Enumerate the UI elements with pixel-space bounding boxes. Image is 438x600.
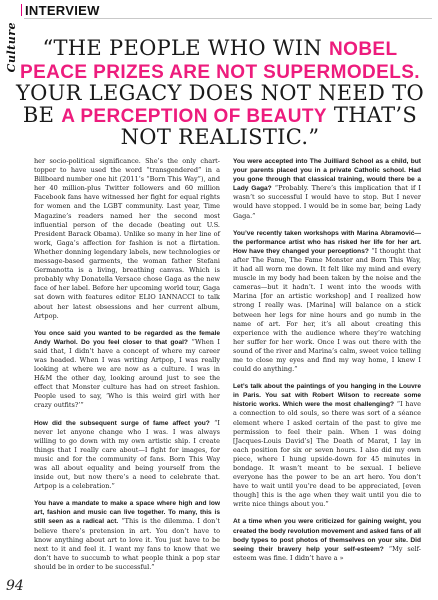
interview-question: You were accepted into The Juilliard School as a child, but your parents placed you in a private Catholic school. Had you gone through that classical training, would there be a Lady Gaga? bbox=[233, 158, 421, 193]
pull-quote-highlight: A PERCEPTION OF BEAUTY bbox=[61, 105, 327, 127]
section-label: Culture bbox=[5, 22, 18, 73]
interview-answer: “I have a connection to old souls, so there was sort of a séance element where I asked certain of the past to give me permission to feel their pain. When I was doing [Jacques-Louis David’s] The Death of Marat, I lay in each position for six or seven hours. I also did my own piece, where I hung upside-down for 45 minutes in bondage. It wasn’t meant to be sexual. I believe everyone has the power to be an art hero. You don’t have to wait until you’re dead to be appreciated, [even though] this is the age when they wait until you die to write nice things about you.” bbox=[233, 400, 421, 509]
paragraph bbox=[34, 419, 220, 492]
paragraph bbox=[233, 229, 421, 375]
paragraph bbox=[34, 329, 220, 411]
section-title: INTERVIEW bbox=[25, 3, 100, 18]
header-rule bbox=[24, 18, 432, 19]
interview-question: You’ve recently taken workshops with Marina Abramović—the performance artist who has risked her life for her art. How have they changed your perceptions? bbox=[233, 229, 421, 255]
pull-quote-text: YOUR LEGACY DOES NOT NEED TO BE bbox=[16, 81, 424, 127]
paragraph bbox=[233, 157, 421, 221]
pull-quote-highlight: NOBEL PEACE PRIZES ARE NOT SUPERMODELS. bbox=[20, 39, 420, 83]
pull-quote-text: “THE PEOPLE WHO WIN bbox=[42, 36, 330, 60]
interview-question: At a time when you were criticized for gaining weight, you created the body revolution movement and asked fans of all body types to post photos of themselves on your site. Did seeing their bravery help your self-esteem? bbox=[233, 518, 421, 553]
interview-answer: “I thought that after The Fame, The Fame Monster and Born This Way, it had all worn me down. It felt like my mind and every muscle in my body had been taken by the noise and the cameras—but it hadn’t. I went into the woods with Marina [for an artistic workshop] and I realized how strong I really was. [Marina] will balance on a stick between her legs for nine hours and go numb in the name of art. For her, it’s all about creating this experience with the audience where they’re watching her suffer for her work. Once I was out there with the sound of the river and Marina’s calm, sweet voice telling me to close my eyes and find my way home, I knew I could do anything.” bbox=[233, 246, 421, 374]
interview-answer: “I never let anyone change who I was. I was always willing to go down with my own artistic ship. I create things that I really care about—I fight for images, for music and for the community of fans. Born This Way was all about equality and being yourself from the inside out, but now there’s a need to celebrate that. Artpop is a celebration.” bbox=[34, 418, 220, 491]
paragraph bbox=[233, 382, 421, 509]
interview-question: How did the subsequent surge of fame affect you? bbox=[34, 419, 210, 427]
paragraph bbox=[233, 517, 421, 562]
pull-quote bbox=[10, 38, 430, 149]
interview-question: You once said you wanted to be regarded as the female Andy Warhol. Do you feel closer to that goal? bbox=[34, 329, 220, 346]
pull-quote-text: THAT’S NOT REALISTIC.” bbox=[120, 102, 418, 149]
paragraph bbox=[34, 499, 220, 572]
paragraph bbox=[34, 157, 220, 321]
article-column-left bbox=[34, 157, 220, 580]
interview-question: Let’s talk about the paintings of you hanging in the Louvre in Paris. You sat with Robert Wilson to recreate some historic works. Which were the most challenging? bbox=[233, 383, 421, 409]
interview-answer: “When I said that, I didn’t have a concept of where my career was headed. When I was writing Artpop, I was really looking at where we are now as a culture. I was in H&M the other day, looking around just to see the effect that Monster culture has had on street fashion. People used to say, ‘Who is this weird girl with her crazy outfits?’” bbox=[34, 337, 220, 410]
page-number: 94 bbox=[6, 578, 24, 594]
interview-question: You have a mandate to make a space where high and low art, fashion and music can live together. To many, this is still seen as a radical act. bbox=[34, 500, 220, 526]
header-divider bbox=[21, 4, 22, 16]
interview-answer: “My self-esteem was fine. I didn’t have a » bbox=[233, 544, 421, 562]
interview-answer: “Probably. There’s this implication that if I wasn’t so successful I would have to stop. But I never would have stopped. I would be in some bar, being Lady Gaga.” bbox=[233, 184, 421, 220]
article-column-right bbox=[233, 157, 421, 571]
interview-answer: “This is the dilemma. I don’t believe there’s pretension in art. You don’t have to know anything about art to love it. You just have to be next to it and feel it. I want my fans to know that we don’t have to succumb to what people think a pop star should be in order to be successful.” bbox=[34, 517, 220, 571]
interview-answer: her socio-political significance. She’s the only chart-topper to have used the word “transgendered” in a Billboard number one hit (2011’s “Born This Way”), and her 40 million-plus Twitter followers and 60 million Facebook fans have witnessed her fight for equal rights for women and the LGBT community. Last year, Time Magazine’s readers named her the second most influential person of the decade (beating out U.S. President Barack Obama). Unlike so many in her line of work, Gaga’s affection for fashion is not a flirtation. Whether donning legendary labels, new technologies or message-based garments, the woman father Stefani Germanotta is a living, breathing canvas. Which is probably why Donatella Versace chose Gaga as the new face of her label. Before her upcoming world tour, Gaga sat down with features editor ELIO IANNACCI to talk about her latest obsessions and her current album, Artpop. bbox=[34, 157, 220, 320]
